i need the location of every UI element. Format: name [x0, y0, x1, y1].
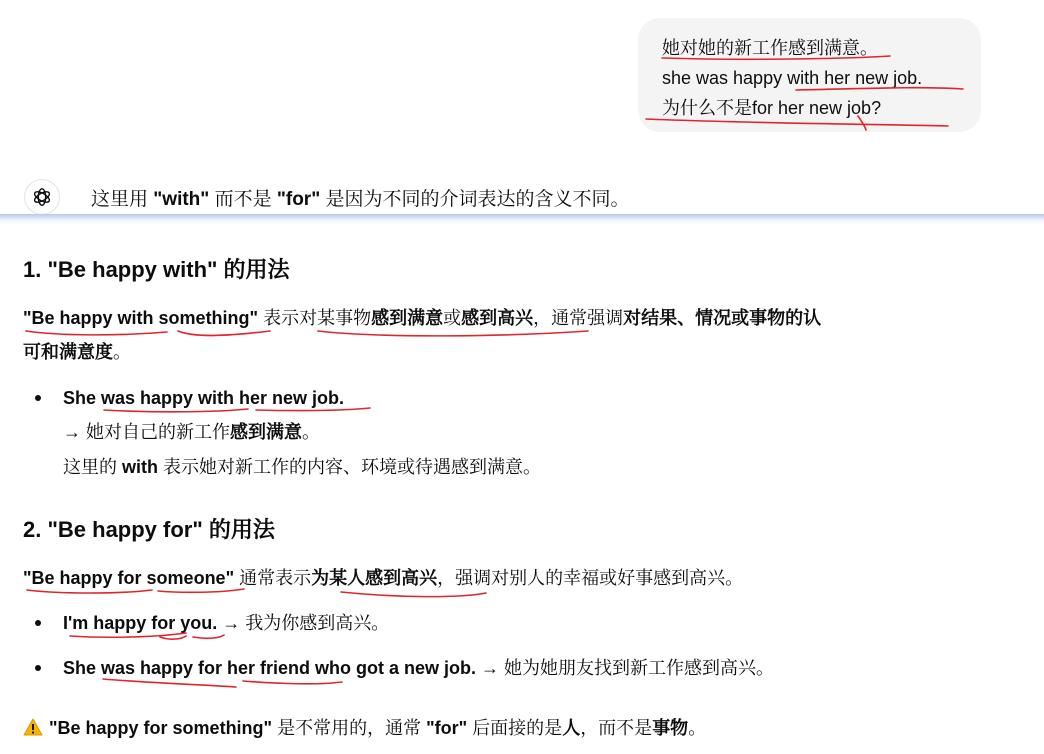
section1-heading: 1. "Be happy with" 的用法	[23, 257, 290, 282]
section1-bullet-translation	[63, 415, 320, 449]
s1-text: ，通常强调	[533, 308, 624, 328]
section2-bullet-1	[63, 606, 389, 640]
bullet-dot	[35, 665, 41, 671]
section1-paragraph-line1	[23, 301, 821, 335]
section1-bullet-note	[63, 450, 541, 484]
intro-text: 这里用	[91, 189, 154, 210]
s2-example: I'm happy for you.	[63, 613, 218, 633]
intro-text: 是因为不同的介词表达的含义不同。	[320, 189, 630, 210]
warning-bold: 事物	[652, 718, 689, 738]
s2-bold: 为某人感到高兴	[311, 568, 438, 588]
section1-bullet-example	[63, 381, 344, 415]
s1-note: 这里的	[63, 457, 123, 477]
warning-text: 是不常用的，通常	[272, 718, 427, 738]
section2-bullet-2	[63, 651, 774, 685]
user-message-line-2: she was happy with her new job.	[662, 68, 923, 88]
warning-note	[23, 711, 706, 745]
s1-note-bold: with	[122, 457, 159, 477]
s1-bold: 感到高兴	[461, 308, 534, 328]
bullet-dot	[35, 620, 41, 626]
s1-text: 表示对某事物	[258, 308, 372, 328]
s1-term: "Be happy with something"	[23, 308, 259, 328]
user-message-line-3: 为什么不是for her new job?	[662, 98, 882, 118]
warning-bold: 人	[562, 718, 581, 738]
section2-paragraph	[23, 561, 743, 595]
s2-trans: → 我为你感到高兴。	[217, 613, 390, 633]
s1-trans: 。	[302, 422, 321, 442]
user-message-line-1: 她对她的新工作感到满意。	[662, 38, 878, 58]
s2-trans: → 她为她朋友找到新工作感到高兴。	[476, 658, 775, 678]
s2-text: 通常表示	[234, 568, 312, 588]
warning-for: "for"	[426, 718, 468, 738]
s1-text: 。	[113, 342, 131, 362]
intro-text: 而不是	[209, 189, 277, 210]
section2-heading: 2. "Be happy for" 的用法	[23, 517, 275, 542]
openai-logo-icon	[31, 186, 53, 208]
user-message-bubble	[638, 18, 981, 132]
s1-trans: → 她对自己的新工作	[63, 422, 231, 442]
assistant-avatar	[24, 179, 60, 215]
s1-trans-bold: 感到满意	[230, 422, 303, 442]
intro-with: "with"	[153, 189, 210, 210]
s2-text: ，强调对别人的幸福或好事感到高兴。	[437, 568, 744, 588]
intro-for: "for"	[276, 189, 321, 210]
warning-text: 。	[688, 718, 707, 738]
section1-paragraph-line2	[23, 335, 131, 369]
assistant-intro	[91, 186, 629, 214]
s1-note: 表示她对新工作的内容、环境或待遇感到满意。	[158, 457, 542, 477]
s1-example: She was happy with her new job.	[63, 388, 345, 408]
s1-text: 或	[443, 308, 462, 328]
s1-bold: 对结果、情况或事物的认	[623, 308, 822, 328]
screenshot-divider	[0, 214, 1044, 224]
warning-icon	[23, 718, 43, 736]
bullet-dot	[35, 395, 41, 401]
warning-term: "Be happy for something"	[49, 718, 273, 738]
s2-example: She was happy for her friend who got a new job.	[63, 658, 477, 678]
warning-text: ，而不是	[580, 718, 653, 738]
s1-bold: 感到满意	[371, 308, 444, 328]
warning-text: 后面接的是	[467, 718, 563, 738]
s1-bold: 可和满意度	[23, 342, 113, 362]
s2-term: "Be happy for someone"	[23, 568, 235, 588]
